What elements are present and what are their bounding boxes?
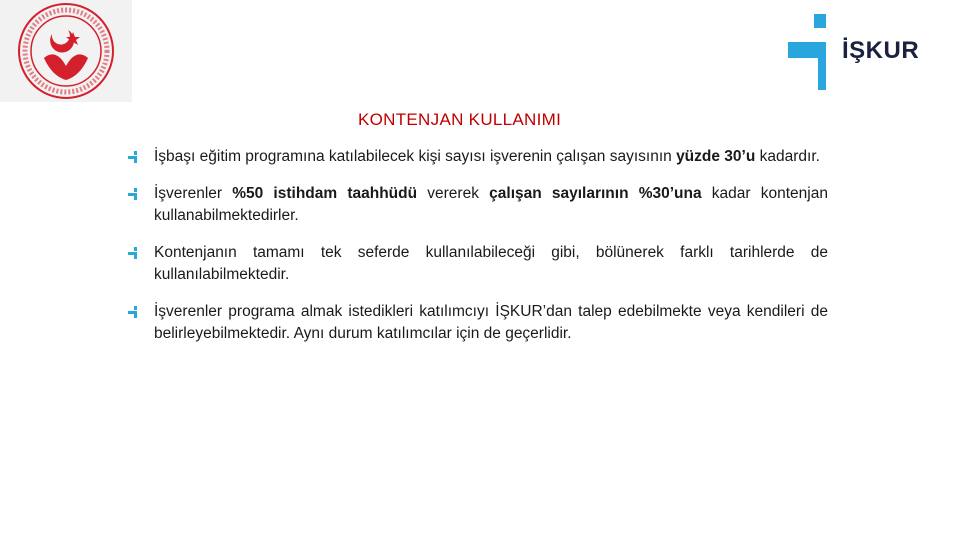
list-item [128,146,828,168]
list-item [128,301,828,345]
page-title: KONTENJAN KULLANIMI [358,110,562,129]
seal-emblem-icon [0,0,132,102]
text-run: vererek [417,185,490,202]
arrow-bullet-icon [128,151,138,163]
arrow-bullet-icon [128,306,138,318]
bold-text: %50 istihdam taahhüdü [232,185,418,202]
arrow-bullet-icon [128,247,138,259]
text-run: İşverenler [154,185,233,202]
list-item [128,183,828,227]
text-run: kadardır. [755,148,820,165]
iskur-mark-icon [788,14,838,94]
bullet-text [154,148,820,165]
bullet-list [128,146,828,360]
bold-text: çalışan sayılarının %30’una [489,185,702,202]
arrow-bullet-icon [128,188,138,200]
bullet-text [154,185,828,224]
text-run: İşverenler programa almak istedikleri katılımcıyı İŞKUR’dan talep edebilmekte veya kendileri de belirleyebilmektedir. Aynı durum katılımcılar için de geçerlidir. [154,303,828,342]
list-item [128,242,828,286]
bullet-text [154,244,828,283]
ministry-seal-logo [0,0,132,102]
text-run: kadar kontenjan kullanabilmektedirler. [154,185,828,224]
iskur-logo-text: İŞKUR [842,37,920,64]
text-run: Kontenjanın tamamı tek seferde kullanılabileceği gibi, bölünerek farklı tarihlerde de kullanılabilmektedir. [154,244,828,283]
text-run: İşbaşı eğitim programına katılabilecek kişi sayısı işverenin çalışan sayısının [154,148,677,165]
bold-text: yüzde 30’u [676,148,756,165]
bullet-text [154,303,828,342]
iskur-logo [788,14,948,94]
